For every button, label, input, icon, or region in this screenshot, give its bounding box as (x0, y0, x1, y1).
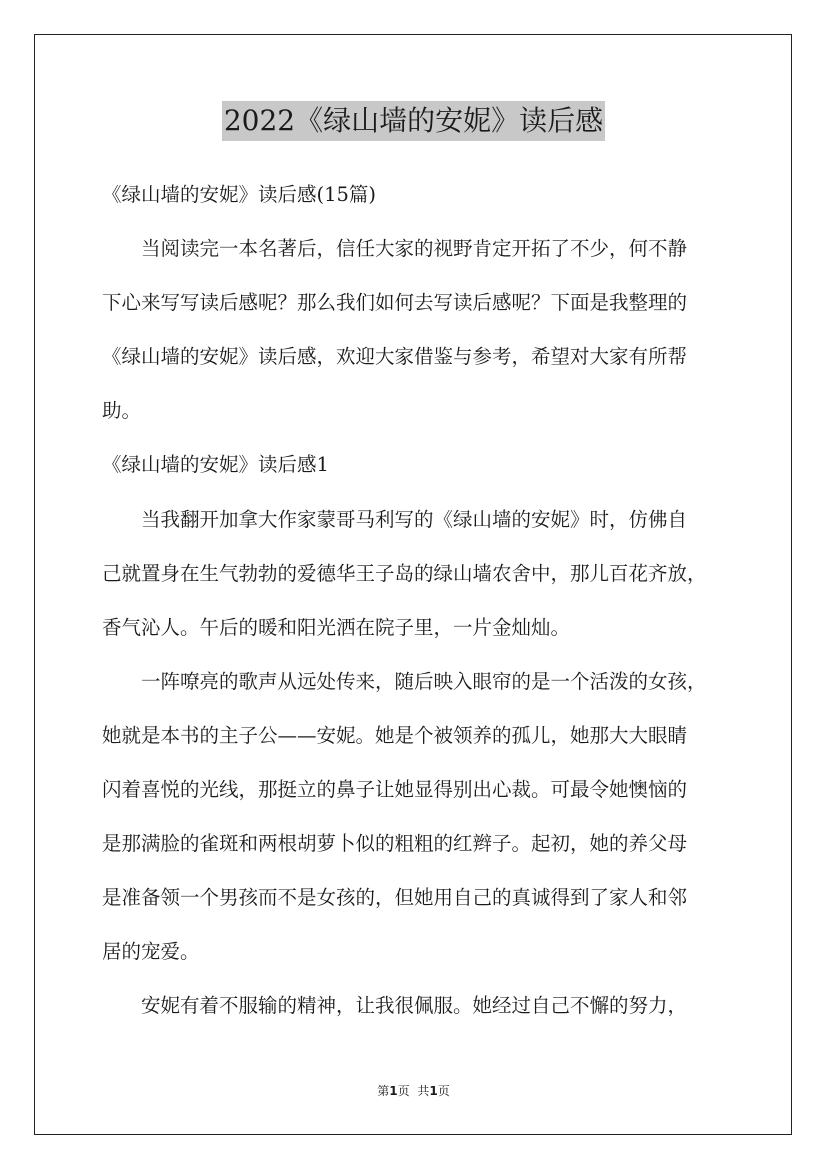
paragraph-line: 一阵嘹亮的歌声从远处传来，随后映入眼帘的是一个活泼的女孩， (141, 670, 707, 693)
paragraph-line: 当我翻开加拿大作家蒙哥马利写的《绿山墙的安妮》时，仿佛自 (141, 508, 688, 531)
footer-total-number: 1 (429, 1084, 438, 1098)
paragraph-line: 是准备领一个男孩而不是女孩的，但她用自己的真诚得到了家人和邻 (102, 886, 688, 909)
footer-page-number: 1 (389, 1084, 398, 1098)
section-heading: 《绿山墙的安妮》读后感1 (102, 453, 329, 476)
paragraph-line: 助。 (102, 399, 142, 422)
footer-page-suffix: 页 (397, 1084, 410, 1098)
paragraph-line: 安妮有着不服输的精神，让我很佩服。她经过自己不懈的努力， (141, 994, 688, 1017)
footer-total-suffix: 页 (437, 1084, 450, 1098)
document-title: 2022《绿山墙的安妮》读后感 (222, 101, 605, 141)
paragraph-line: 当阅读完一本名著后，信任大家的视野肯定开拓了不少，何不静 (141, 237, 688, 260)
paragraph-line: 香气沁人。午后的暖和阳光洒在院子里，一片金灿灿。 (102, 616, 571, 639)
page-footer (0, 1082, 827, 1100)
paragraph-line: 闪着喜悦的光线，那挺立的鼻子让她显得别出心裁。可最令她懊恼的 (102, 778, 688, 801)
paragraph-line: 她就是本书的主子公——安妮。她是个被领养的孤儿，她那大大眼睛 (102, 724, 688, 747)
paragraph-line: 是那满脸的雀斑和两根胡萝卜似的粗粗的红辫子。起初，她的养父母 (102, 832, 688, 855)
paragraph-line: 下心来写写读后感呢？那么我们如何去写读后感呢？下面是我整理的 (102, 291, 688, 314)
paragraph-line: 居的宠爱。 (102, 940, 200, 963)
footer-total-prefix: 共 (417, 1084, 430, 1098)
subtitle: 《绿山墙的安妮》读后感(15篇) (102, 183, 377, 206)
title-container (0, 101, 827, 141)
footer-page-prefix: 第 (377, 1084, 390, 1098)
paragraph-line: 《绿山墙的安妮》读后感，欢迎大家借鉴与参考，希望对大家有所帮 (102, 345, 688, 368)
paragraph-line: 己就置身在生气勃勃的爱德华王子岛的绿山墙农舍中，那儿百花齐放， (102, 562, 707, 585)
